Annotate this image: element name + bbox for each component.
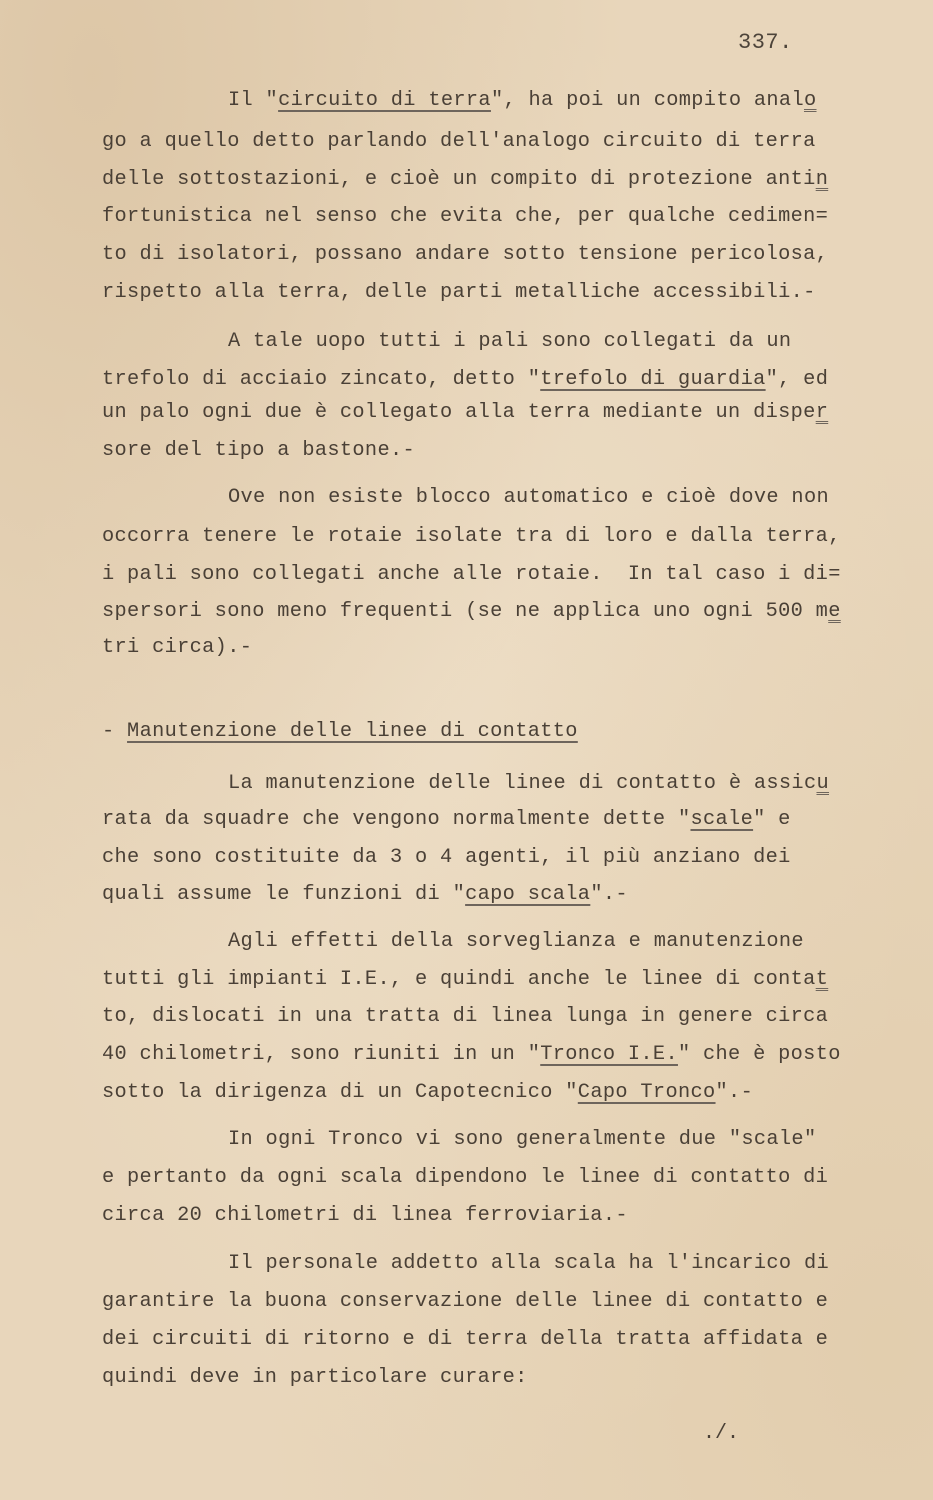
text-line: go a quello detto parlando dell'analogo circuito di terra <box>102 130 816 153</box>
text-line: quindi deve in particolare curare: <box>102 1366 528 1389</box>
text-line: sore del tipo a bastone.- <box>102 439 416 462</box>
text-run: delle sottostazioni, e cioè un compito di protezione anti <box>102 168 816 191</box>
text-run: Il " <box>228 89 279 112</box>
underlined-term: trefolo di guardia <box>540 368 766 391</box>
continuation-mark: ./. <box>703 1422 740 1445</box>
text-line: Ove non esiste blocco automatico e cioè dove non <box>228 486 829 509</box>
heading-dash: - <box>102 720 128 743</box>
text-line: fortunistica nel senso che evita che, per qualche cedimen= <box>102 205 829 228</box>
text-line: garantire la buona conservazione delle linee di contatto e <box>102 1290 829 1313</box>
text-run: ", ha poi un compito anal <box>490 89 804 112</box>
text-line: Il personale addetto alla scala ha l'incarico di <box>228 1252 829 1275</box>
hyphen-mark-letter: e <box>828 600 841 623</box>
text-line: che sono costituite da 3 o 4 agenti, il più anziano dei <box>102 846 791 869</box>
text-run: rata da squadre che vengono normalmente dette " <box>102 808 691 831</box>
text-line <box>102 968 828 992</box>
underlined-term: Capo Tronco <box>577 1081 716 1104</box>
text-run: trefolo di acciaio zincato, detto " <box>102 368 541 391</box>
section-heading <box>102 720 578 743</box>
text-line <box>102 1043 841 1067</box>
text-run: La manutenzione delle linee di contatto è assic <box>228 772 817 795</box>
text-line: to di isolatori, possano andare sotto tensione pericolosa, <box>102 243 829 266</box>
underlined-term: circuito di terra <box>278 89 491 112</box>
hyphen-mark-letter: o <box>803 89 817 112</box>
text-run: tutti gli impianti I.E., e quindi anche le linee di conta <box>102 968 816 991</box>
hyphen-mark-letter: n <box>815 168 829 191</box>
text-run: ".- <box>590 883 628 906</box>
text-line: Agli effetti della sorveglianza e manutenzione <box>228 930 804 953</box>
text-line: dei circuiti di ritorno e di terra della tratta affidata e <box>102 1328 829 1351</box>
underlined-term: capo scala <box>465 883 591 906</box>
text-line <box>102 600 841 624</box>
text-line <box>102 1081 753 1105</box>
text-line: rispetto alla terra, delle parti metalliche accessibili.- <box>102 281 816 304</box>
hyphen-mark-letter: r <box>815 401 829 424</box>
text-line: occorra tenere le rotaie isolate tra di loro e dalla terra, <box>102 525 841 548</box>
text-run: un palo ogni due è collegato alla terra mediante un dispe <box>102 401 816 424</box>
text-line: circa 20 chilometri di linea ferroviaria.- <box>102 1204 628 1227</box>
text-line <box>102 168 828 192</box>
text-line: e pertanto da ogni scala dipendono le linee di contatto di <box>102 1166 829 1189</box>
text-line <box>102 401 828 425</box>
text-run: ".- <box>715 1081 754 1104</box>
text-line <box>102 883 628 907</box>
text-line <box>228 772 829 796</box>
text-run: " e <box>753 808 791 831</box>
text-line: In ogni Tronco vi sono generalmente due "scale" <box>228 1128 817 1151</box>
text-line: to, dislocati in una tratta di linea lunga in genere circa <box>102 1005 829 1028</box>
text-line <box>102 368 828 392</box>
text-line <box>102 808 791 832</box>
text-run: ", ed <box>765 368 829 391</box>
text-run: 40 chilometri, sono riuniti in un " <box>102 1043 541 1066</box>
hyphen-mark-letter: t <box>815 968 829 991</box>
text-line: A tale uopo tutti i pali sono collegati da un <box>228 330 792 353</box>
text-run: sotto la dirigenza di un Capotecnico " <box>102 1081 578 1104</box>
text-line: tri circa).- <box>102 636 253 659</box>
hyphen-mark-letter: u <box>816 772 830 795</box>
text-line <box>228 89 817 113</box>
text-run: " che è posto <box>677 1043 841 1066</box>
text-run: quali assume le funzioni di " <box>102 883 466 906</box>
text-run: spersori sono meno frequenti (se ne applica uno ogni 500 m <box>102 600 829 623</box>
underlined-term: Tronco I.E. <box>540 1043 678 1066</box>
underlined-term: scale <box>690 808 754 831</box>
heading-title: Manutenzione delle linee di contatto <box>127 720 578 743</box>
page-number: 337. <box>738 30 793 55</box>
text-line: i pali sono collegati anche alle rotaie. In tal caso i di= <box>102 563 841 586</box>
